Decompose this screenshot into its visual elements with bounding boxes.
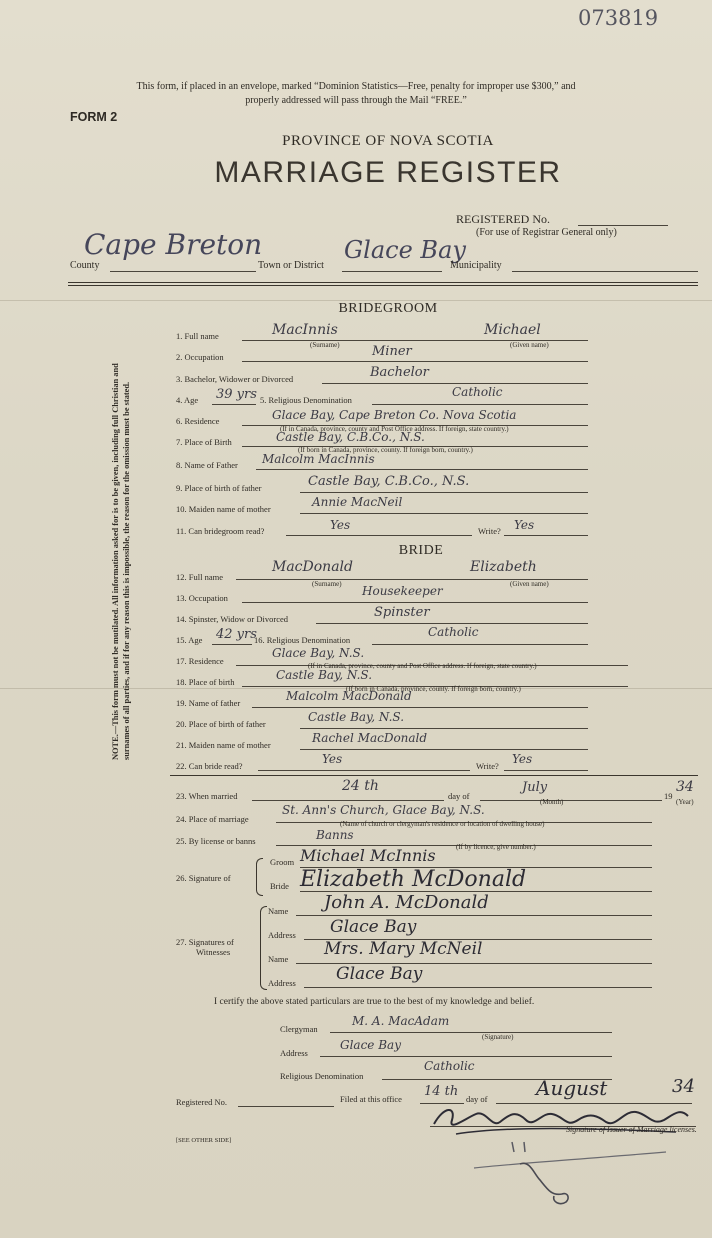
marriage-year-value: 34 bbox=[676, 779, 694, 795]
bride-age-label: 15. Age bbox=[176, 635, 203, 645]
bride-age-line bbox=[212, 644, 252, 645]
bride-given-value: Elizabeth bbox=[470, 559, 537, 575]
bride-status-line bbox=[316, 623, 588, 624]
witness1-name-line bbox=[296, 915, 652, 916]
bride-age-value: 42 yrs bbox=[216, 627, 257, 642]
bride-religion-line bbox=[372, 644, 588, 645]
bride-occupation-line bbox=[242, 602, 588, 603]
groom-residence-label: 6. Residence bbox=[176, 416, 220, 426]
filed-of-label: day of bbox=[466, 1094, 488, 1104]
registered-no-label: REGISTERED No. bbox=[456, 212, 550, 226]
given-caption: (Given name) bbox=[510, 580, 549, 588]
groom-father-value: Malcolm MacInnis bbox=[262, 452, 375, 466]
groom-age-label: 4. Age bbox=[176, 395, 199, 405]
bride-read-value: Yes bbox=[322, 752, 343, 766]
town-value: Glace Bay bbox=[344, 236, 466, 264]
groom-father-label: 8. Name of Father bbox=[176, 460, 238, 470]
header-rule bbox=[68, 285, 698, 286]
groom-religion-value: Catholic bbox=[452, 385, 503, 399]
groom-occupation-value: Miner bbox=[372, 344, 412, 359]
residence-caption: (If in Canada, province, county and Post Office address. If foreign, state country.) bbox=[308, 662, 537, 670]
groom-surname-value: MacInnis bbox=[272, 322, 338, 338]
bride-father-birth-line bbox=[300, 728, 588, 729]
year-prefix: 19 bbox=[664, 791, 673, 801]
province-heading: PROVINCE OF NOVA SCOTIA bbox=[282, 133, 494, 149]
clergyman-line bbox=[330, 1032, 612, 1033]
groom-religion-line bbox=[372, 404, 588, 405]
document-number: 073819 bbox=[578, 6, 659, 30]
bride-father-line bbox=[252, 707, 588, 708]
municipality-label: Municipality bbox=[450, 260, 502, 271]
bride-full-name-label: 12. Full name bbox=[176, 572, 223, 582]
witness2-name: Mrs. Mary McNeil bbox=[324, 939, 483, 959]
groom-father-line bbox=[256, 469, 588, 470]
surname-caption: (Surname) bbox=[310, 341, 340, 349]
when-married-label: 23. When married bbox=[176, 791, 238, 801]
residence-caption: (If in Canada, province, county and Post Office address. If foreign, state country.) bbox=[280, 425, 509, 433]
witness2-address-label: Address bbox=[268, 978, 296, 988]
marriage-month-value: July bbox=[522, 780, 548, 795]
license-label: 25. By license or banns bbox=[176, 836, 256, 846]
bride-religion-label: 16. Religious Denomination bbox=[254, 635, 351, 645]
witness2-address: Glace Bay bbox=[336, 964, 423, 984]
license-caption: (If by licence, give number.) bbox=[456, 843, 536, 851]
municipality-line bbox=[512, 271, 698, 272]
clergy-religion-value: Catholic bbox=[424, 1059, 475, 1073]
groom-birth-value: Castle Bay, C.B.Co., N.S. bbox=[276, 430, 425, 444]
town-label: Town or District bbox=[258, 260, 324, 271]
county-line bbox=[110, 271, 256, 272]
witnesses-brace bbox=[260, 906, 267, 990]
bride-status-label: 14. Spinster, Widow or Divorced bbox=[176, 614, 289, 624]
groom-father-birth-line bbox=[300, 492, 588, 493]
groom-residence-value: Glace Bay, Cape Breton Co. Nova Scotia bbox=[272, 408, 517, 422]
bride-father-label: 19. Name of father bbox=[176, 698, 241, 708]
groom-full-name-label: 1. Full name bbox=[176, 331, 219, 341]
year-caption: (Year) bbox=[676, 798, 694, 806]
bride-signature: Elizabeth McDonald bbox=[300, 867, 527, 892]
witness1-name-label: Name bbox=[268, 906, 289, 916]
clergy-address-label: Address bbox=[280, 1048, 308, 1058]
bride-write-label: Write? bbox=[476, 761, 499, 771]
bride-birth-label: 18. Place of birth bbox=[176, 677, 235, 687]
envelope-notice: This form, if placed in an envelope, marked “Dominion Statistics—Free, penalty for improper use $300,” and bbox=[136, 81, 576, 92]
bride-write-value: Yes bbox=[512, 752, 533, 766]
header-rule bbox=[68, 282, 698, 283]
clergyman-label: Clergyman bbox=[280, 1024, 318, 1034]
bride-mother-value: Rachel MacDonald bbox=[312, 731, 428, 745]
registered-no-line bbox=[578, 225, 668, 226]
groom-write-value: Yes bbox=[514, 518, 535, 532]
groom-religion-label: 5. Religious Denomination bbox=[260, 395, 352, 405]
bride-heading: BRIDE bbox=[398, 543, 444, 558]
groom-status-line bbox=[322, 383, 588, 384]
bride-occupation-label: 13. Occupation bbox=[176, 593, 228, 603]
see-other-side: [SEE OTHER SIDE] bbox=[176, 1137, 232, 1144]
bride-occupation-value: Housekeeper bbox=[362, 584, 443, 598]
bride-read-label: 22. Can bride read? bbox=[176, 761, 243, 771]
witness2-name-label: Name bbox=[268, 954, 289, 964]
place-of-marriage-value: St. Ann's Church, Glace Bay, N.S. bbox=[282, 803, 485, 817]
county-label: County bbox=[70, 260, 100, 271]
bride-residence-label: 17. Residence bbox=[176, 656, 224, 666]
bride-surname-value: MacDonald bbox=[272, 559, 353, 575]
issuer-caption: Signature of Issuer of Marriage licenses. bbox=[566, 1125, 697, 1134]
groom-age-value: 39 yrs bbox=[216, 387, 257, 402]
surname-caption: (Surname) bbox=[312, 580, 342, 588]
bride-birth-value: Castle Bay, N.S. bbox=[276, 668, 373, 682]
bride-mother-label: 21. Maiden name of mother bbox=[176, 740, 271, 750]
groom-write-line bbox=[504, 535, 588, 536]
marriage-month-line bbox=[480, 800, 662, 801]
filed-label: Filed at this office bbox=[340, 1094, 402, 1104]
filed-year-value: 34 bbox=[672, 1076, 695, 1097]
county-value: Cape Breton bbox=[84, 228, 263, 261]
witness1-name: John A. McDonald bbox=[324, 892, 489, 913]
witness1-address: Glace Bay bbox=[330, 917, 417, 937]
groom-read-line bbox=[286, 535, 472, 536]
bride-father-value: Malcolm MacDonald bbox=[286, 689, 412, 703]
witness1-address-label: Address bbox=[268, 930, 296, 940]
groom-mother-label: 10. Maiden name of mother bbox=[176, 504, 271, 514]
registered-line bbox=[238, 1106, 334, 1107]
bride-religion-value: Catholic bbox=[428, 625, 479, 639]
bride-mother-line bbox=[300, 749, 588, 750]
groom-age-line bbox=[212, 404, 256, 405]
groom-mother-line bbox=[300, 513, 588, 514]
signature-brace bbox=[256, 858, 263, 896]
groom-father-birth-label: 9. Place of birth of father bbox=[176, 483, 262, 493]
groom-signature: Michael McInnis bbox=[300, 846, 436, 865]
town-line bbox=[342, 271, 442, 272]
marriage-day-line bbox=[252, 800, 444, 801]
clergy-address-line bbox=[320, 1056, 612, 1057]
filed-month-value: August bbox=[536, 1076, 608, 1100]
groom-occupation-label: 2. Occupation bbox=[176, 352, 224, 362]
side-note-line: NOTE.—This form must not be mutilated. All information asked for is to be given, including full Christian and bbox=[111, 363, 120, 760]
clergyman-value: M. A. MacAdam bbox=[352, 1014, 450, 1028]
witnesses-label-line: 27. Signatures of bbox=[176, 937, 234, 947]
certify-text: I certify the above stated particulars are true to the best of my knowledge and belief. bbox=[214, 997, 535, 1007]
groom-birth-label: 7. Place of Birth bbox=[176, 437, 232, 447]
groom-mother-value: Annie MacNeil bbox=[312, 495, 403, 509]
clergy-address-value: Glace Bay bbox=[340, 1038, 401, 1052]
groom-father-birth-value: Castle Bay, C.B.Co., N.S. bbox=[308, 474, 470, 489]
groom-given-value: Michael bbox=[484, 322, 541, 338]
bride-sign-label: Bride bbox=[270, 881, 289, 891]
pencil-mark-icon bbox=[470, 1130, 670, 1210]
birth-caption: (If born in Canada, province, county. If foreign born, country.) bbox=[298, 446, 473, 454]
signature-caption: (Signature) bbox=[482, 1033, 514, 1041]
witnesses-label-line: Witnesses bbox=[196, 947, 231, 957]
month-caption: (Month) bbox=[540, 798, 564, 806]
registered-label: Registered No. bbox=[176, 1097, 227, 1107]
bride-father-birth-label: 20. Place of birth of father bbox=[176, 719, 266, 729]
witness2-address-line bbox=[304, 987, 652, 988]
clergy-religion-label: Religious Denomination bbox=[280, 1071, 364, 1081]
bride-status-value: Spinster bbox=[374, 605, 430, 620]
groom-sign-label: Groom bbox=[270, 857, 295, 867]
place-of-marriage-label: 24. Place of marriage bbox=[176, 814, 249, 824]
bride-residence-value: Glace Bay, N.S. bbox=[272, 646, 365, 660]
day-of-label: day of bbox=[448, 791, 470, 801]
registrar-note: (For use of Registrar General only) bbox=[476, 227, 617, 238]
groom-write-label: Write? bbox=[478, 526, 501, 536]
bridegroom-heading: BRIDEGROOM bbox=[338, 301, 438, 316]
bride-father-birth-value: Castle Bay, N.S. bbox=[308, 710, 405, 724]
marriage-day-value: 24 th bbox=[342, 778, 379, 794]
license-value: Banns bbox=[316, 828, 354, 842]
place-caption: (Name of church or clergyman's residence or location of dwelling house) bbox=[340, 820, 545, 828]
groom-status-value: Bachelor bbox=[370, 365, 429, 380]
witnesses-label bbox=[176, 937, 234, 957]
bride-read-line bbox=[258, 770, 470, 771]
groom-occupation-line bbox=[242, 361, 588, 362]
form-label: FORM 2 bbox=[70, 110, 118, 124]
side-note-line: surnames of all parties, and if for any reason this is impossible, the reason for the omission must be stated. bbox=[122, 381, 131, 760]
groom-read-value: Yes bbox=[330, 518, 351, 532]
filed-day-value: 14 th bbox=[424, 1084, 459, 1099]
signature-of-label: 26. Signature of bbox=[176, 873, 231, 883]
groom-status-label: 3. Bachelor, Widower or Divorced bbox=[176, 374, 294, 384]
envelope-notice: properly addressed will pass through the Mail “FREE.” bbox=[245, 95, 467, 106]
given-caption: (Given name) bbox=[510, 341, 549, 349]
birth-caption: (If born in Canada, province, county. If foreign born, country.) bbox=[346, 685, 521, 693]
page-title: MARRIAGE REGISTER bbox=[214, 156, 562, 189]
bride-write-line bbox=[504, 770, 588, 771]
section-rule bbox=[170, 775, 698, 776]
groom-read-label: 11. Can bridegroom read? bbox=[176, 526, 265, 536]
